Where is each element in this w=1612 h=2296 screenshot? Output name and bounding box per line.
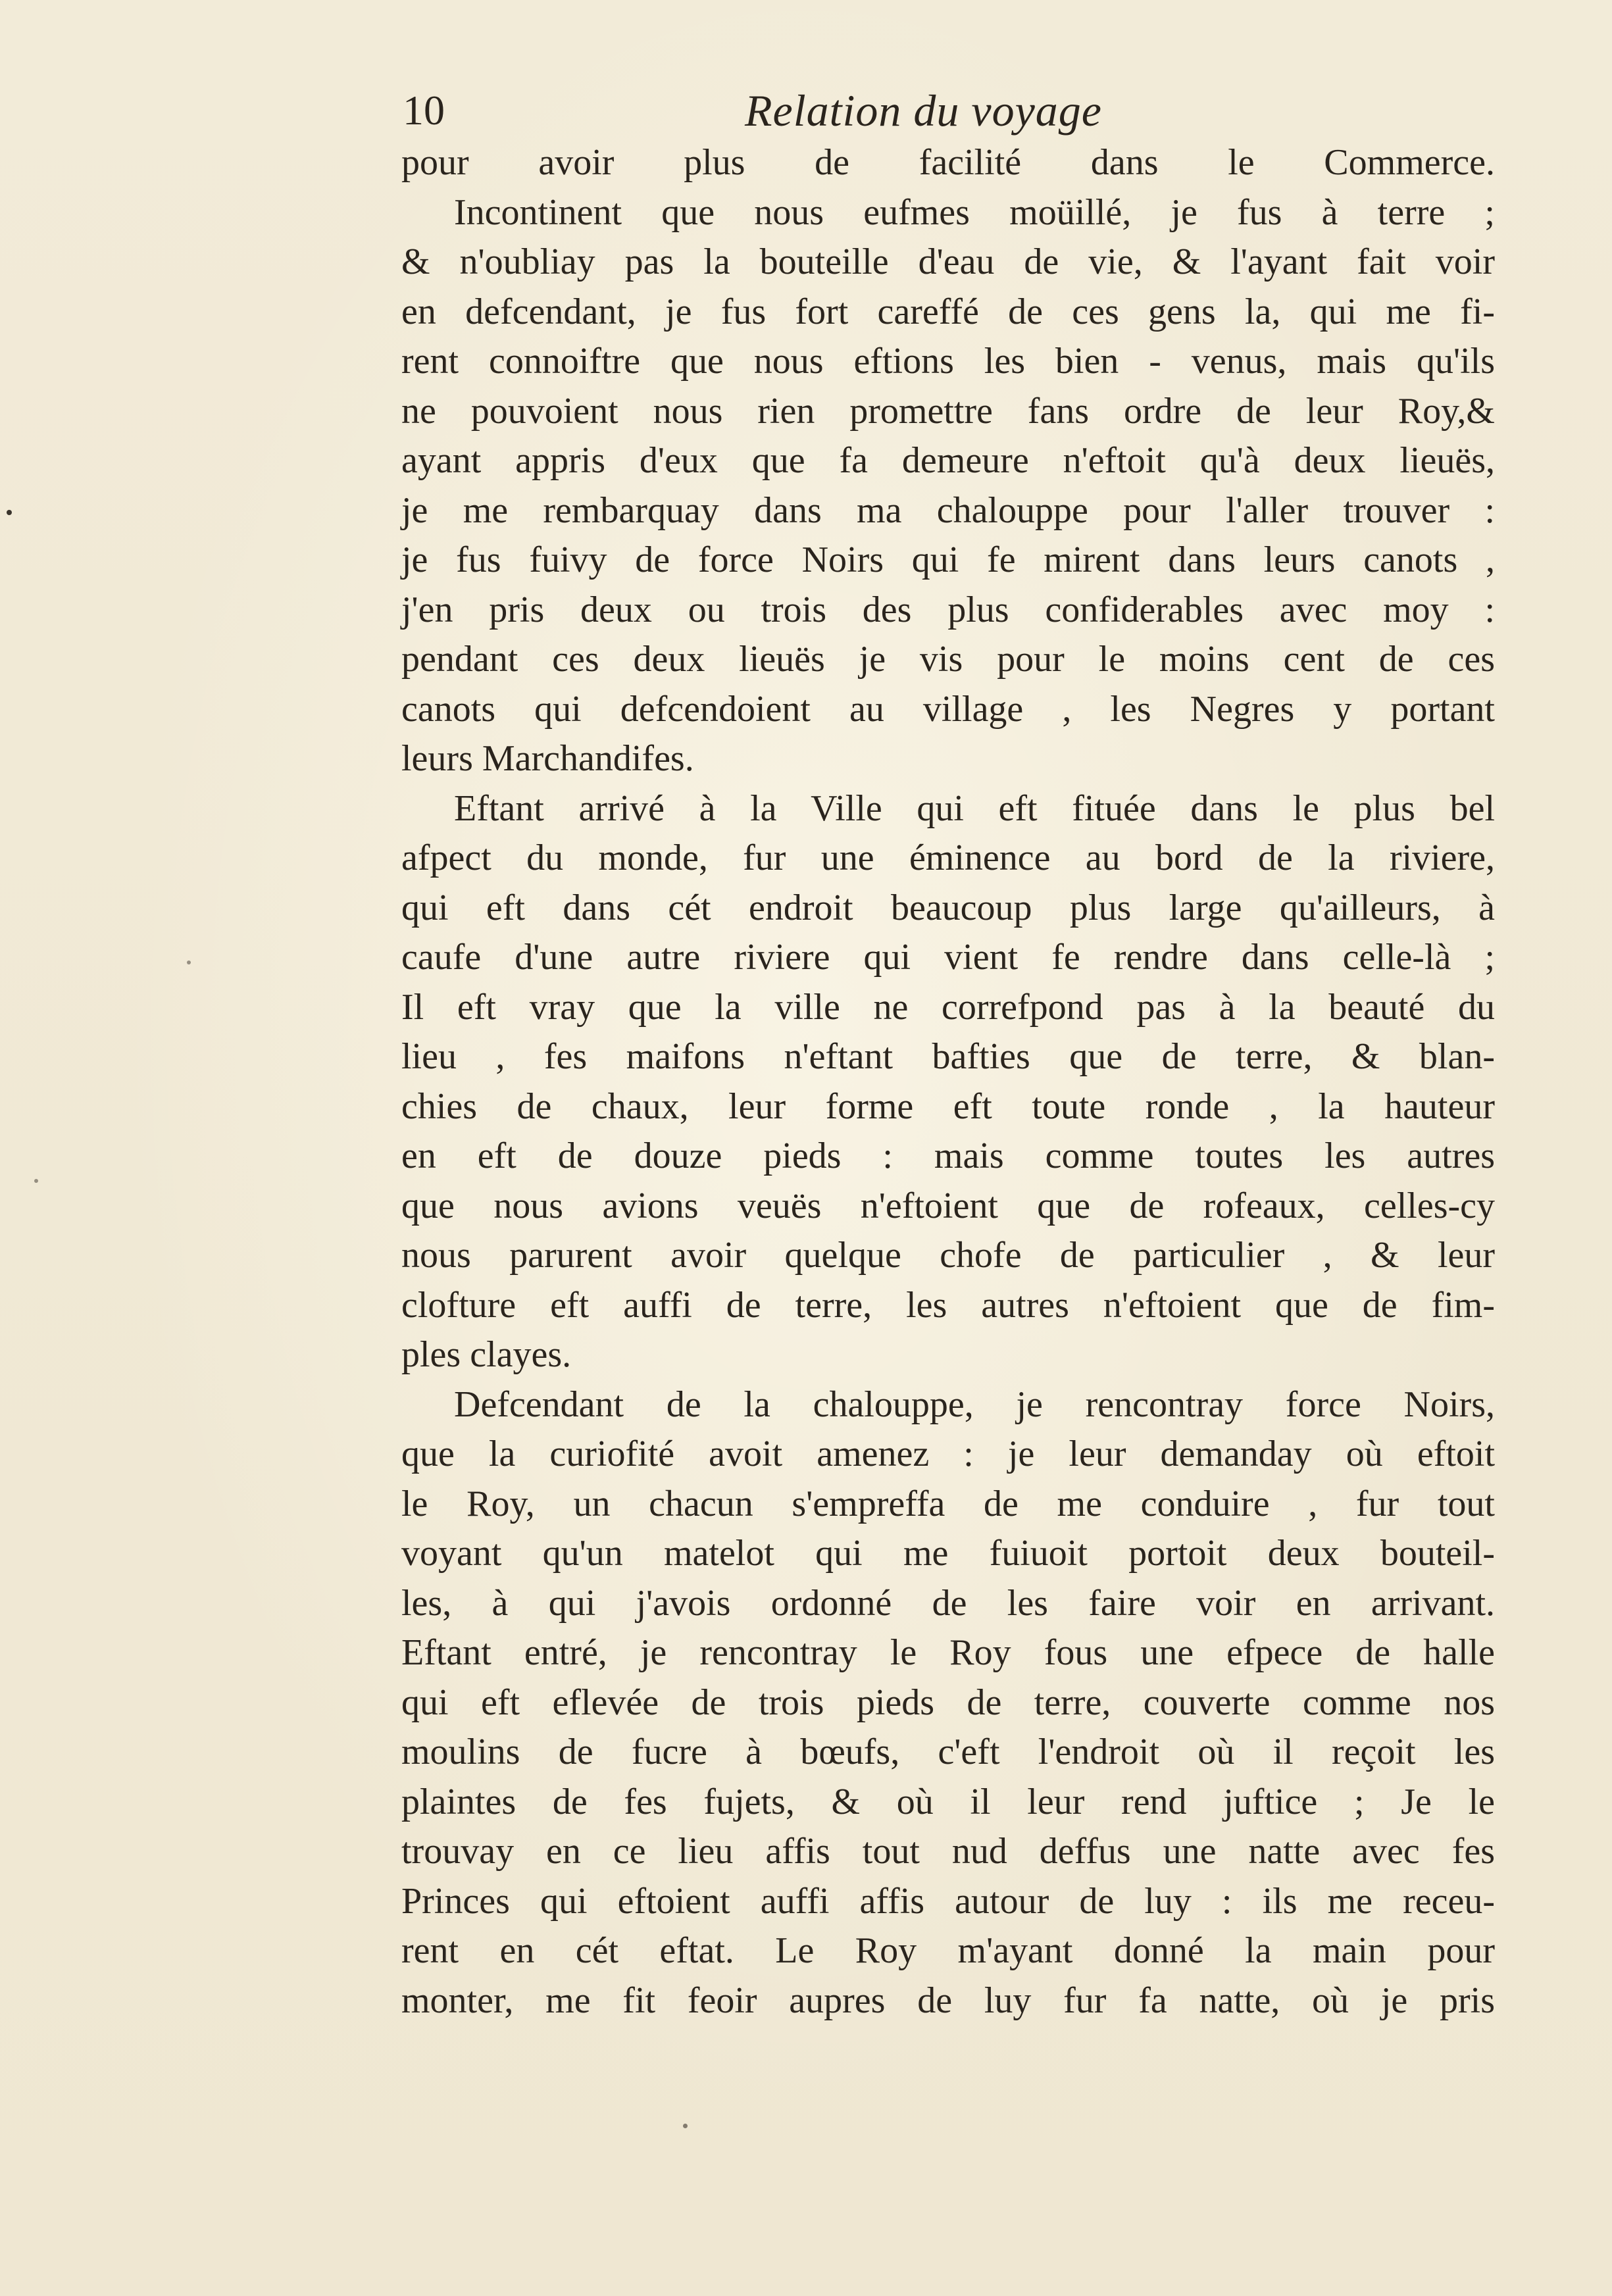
text-line: Princes qui eftoient auffi affis autour de luy : ils me receu- bbox=[401, 1880, 1495, 1922]
text-line: plaintes de fes fujets, & où il leur rend juftice ; Je le bbox=[401, 1781, 1495, 1822]
text-line: rent en cét eftat. Le Roy m'ayant donné la main pour bbox=[401, 1930, 1495, 1971]
text-line: je fus fuivy de force Noirs qui fe mirent dans leurs canots , bbox=[401, 539, 1495, 580]
text-line: & n'oubliay pas la bouteille d'eau de vie, & l'ayant fait voir bbox=[401, 241, 1495, 282]
text-line: Defcendant de la chalouppe, je rencontray force Noirs, bbox=[454, 1384, 1495, 1425]
text-line: lieu , fes maifons n'eftant bafties que de terre, & blan- bbox=[401, 1036, 1495, 1077]
text-line: ne pouvoient nous rien promettre fans ordre de leur Roy,& bbox=[401, 390, 1495, 432]
body-text bbox=[401, 138, 1495, 2026]
text-line: ples clayes. bbox=[401, 1334, 572, 1375]
text-line: que nous avions veuës n'eftoient que de rofeaux, celles-cy bbox=[401, 1185, 1495, 1226]
text-line: pour avoir plus de facilité dans le Commerce. bbox=[401, 142, 1495, 183]
text-line: nous parurent avoir quelque chofe de particulier , & leur bbox=[401, 1235, 1495, 1276]
text-line: canots qui defcendoient au village , les Negres y portant bbox=[401, 688, 1495, 730]
page-number: 10 bbox=[403, 87, 445, 134]
text-line: je me rembarquay dans ma chalouppe pour l'aller trouver : bbox=[401, 489, 1495, 531]
text-line: qui eft dans cét endroit beaucoup plus large qu'ailleurs, à bbox=[401, 887, 1495, 928]
text-line: trouvay en ce lieu affis tout nud deffus une natte avec fes bbox=[401, 1831, 1495, 1872]
paper-speck bbox=[34, 1179, 38, 1183]
text-line: ayant appris d'eux que fa demeure n'eftoit qu'à deux lieuës, bbox=[401, 440, 1495, 481]
text-line: clofture eft auffi de terre, les autres n'eftoient que de fim- bbox=[401, 1284, 1495, 1326]
text-line: leurs Marchandifes. bbox=[401, 738, 694, 779]
text-line: Eftant entré, je rencontray le Roy fous une efpece de halle bbox=[401, 1632, 1495, 1673]
text-line: chies de chaux, leur forme eft toute ronde , la hauteur bbox=[401, 1086, 1495, 1127]
text-line: moulins de fucre à bœufs, c'eft l'endroit où il reçoit les bbox=[401, 1732, 1495, 1772]
text-line: rent connoiftre que nous eftions les bien - venus, mais qu'ils bbox=[401, 341, 1495, 382]
paper-speck bbox=[683, 2124, 688, 2128]
running-head: Relation du voyage bbox=[745, 86, 1102, 136]
text-line: afpect du monde, fur une éminence au bord de la riviere, bbox=[401, 837, 1495, 878]
paper-speck bbox=[187, 961, 191, 964]
text-line: le Roy, un chacun s'empreffa de me conduire , fur tout bbox=[401, 1483, 1495, 1524]
text-line: caufe d'une autre riviere qui vient fe rendre dans celle-là ; bbox=[401, 937, 1495, 978]
text-line: j'en pris deux ou trois des plus confiderables avec moy : bbox=[401, 589, 1495, 630]
text-line: en defcendant, je fus fort careffé de ces gens la, qui me fi- bbox=[401, 291, 1495, 332]
text-line: les, à qui j'avois ordonné de les faire voir en arrivant. bbox=[401, 1582, 1495, 1624]
text-line: monter, me fit feoir aupres de luy fur fa natte, où je pris bbox=[401, 1980, 1495, 2021]
text-line: Incontinent que nous eufmes moüillé, je fus à terre ; bbox=[454, 191, 1495, 233]
page-header bbox=[403, 84, 1166, 137]
text-line: Eftant arrivé à la Ville qui eft fituée dans le plus bel bbox=[454, 787, 1495, 829]
text-line: que la curiofité avoit amenez : je leur demanday où eftoit bbox=[401, 1434, 1495, 1474]
text-line: en eft de douze pieds : mais comme toutes les autres bbox=[401, 1136, 1495, 1176]
text-line: Il eft vray que la ville ne correfpond pas à la beauté du bbox=[401, 986, 1495, 1028]
text-line: qui eft eflevée de trois pieds de terre, couverte comme nos bbox=[401, 1682, 1495, 1723]
text-line: voyant qu'un matelot qui me fuiuoit portoit deux bouteil- bbox=[401, 1533, 1495, 1574]
text-line: pendant ces deux lieuës je vis pour le moins cent de ces bbox=[401, 639, 1495, 680]
paper-speck bbox=[7, 510, 12, 515]
